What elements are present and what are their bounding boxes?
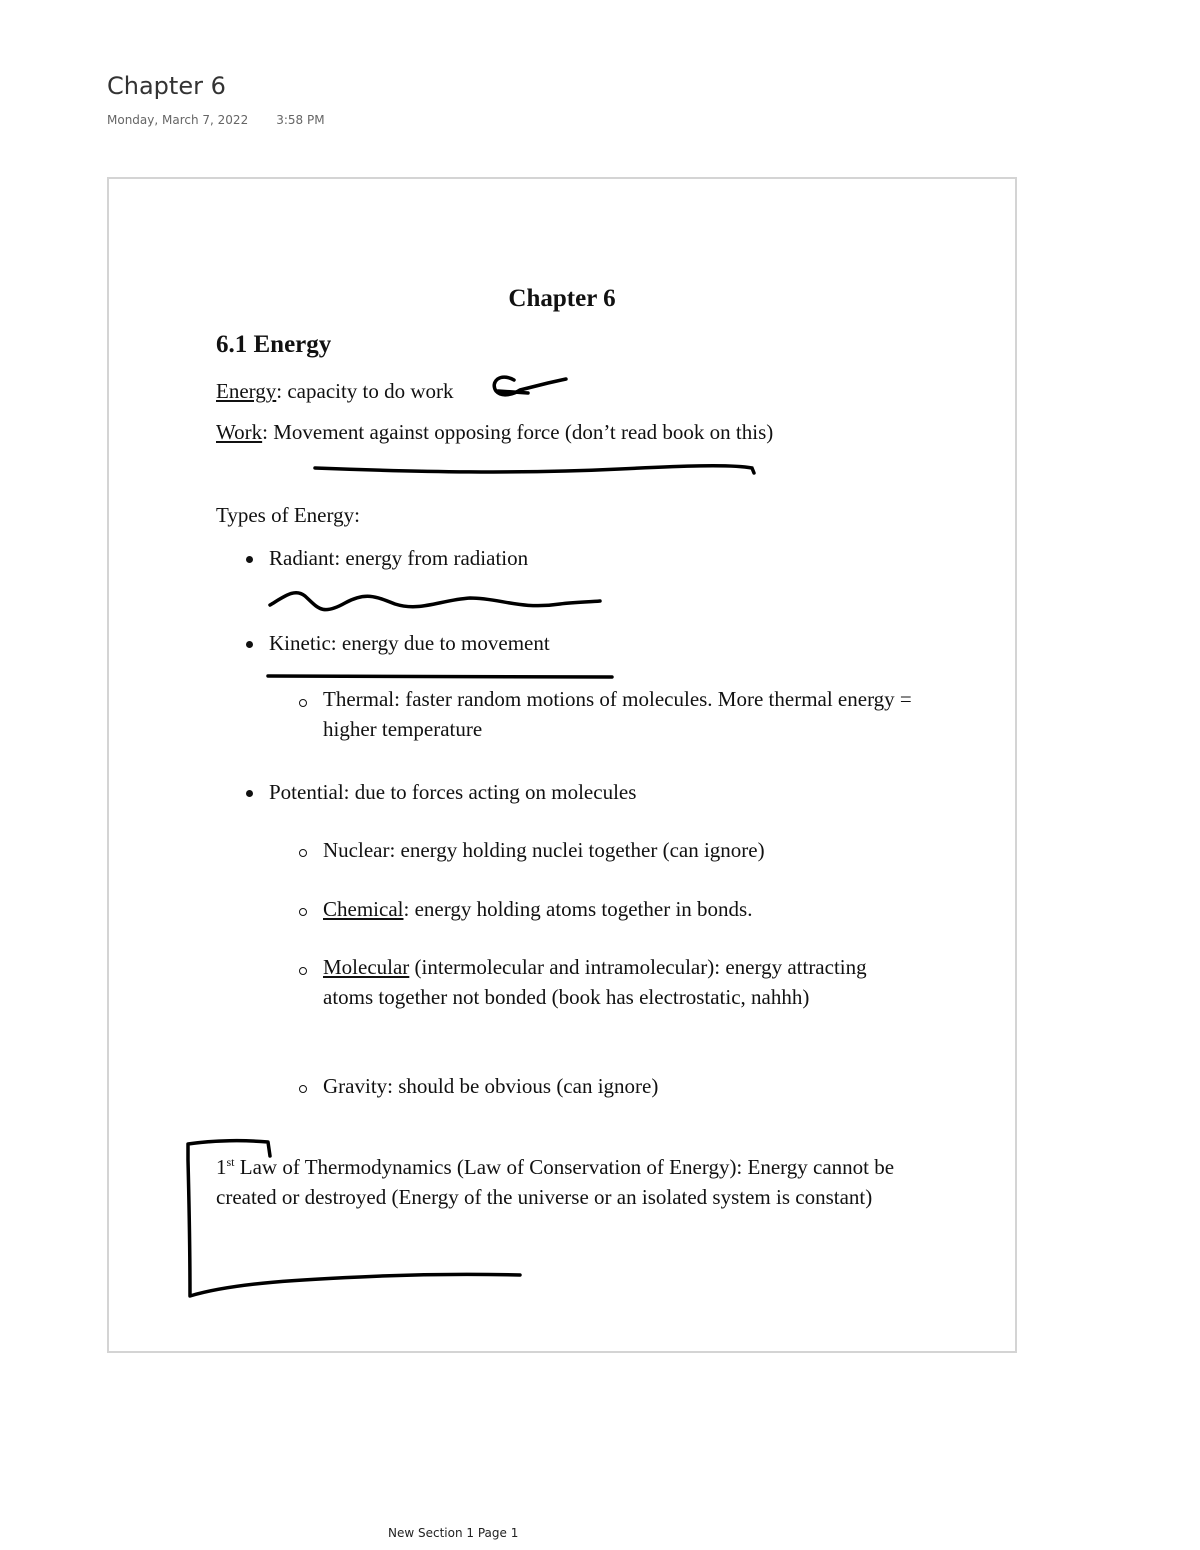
- potential-item: Potential: due to forces acting on molecules: [269, 780, 637, 804]
- bullet-gravity: [299, 1085, 307, 1093]
- thermal-item: Thermal: faster random motions of molecules. More thermal energy = higher temperature: [323, 687, 912, 741]
- nuclear-item: Nuclear: energy holding nuclei together (can ignore): [323, 838, 765, 862]
- energy-definition: [216, 379, 454, 404]
- chemical-def: : energy holding atoms together in bonds.: [403, 897, 753, 921]
- molecular-term: Molecular: [323, 955, 410, 979]
- page-date: Monday, March 7, 2022: [107, 113, 249, 127]
- law-ordinal: st: [226, 1155, 235, 1169]
- page-footer: New Section 1 Page 1: [388, 1526, 519, 1540]
- bullet-molecular: [299, 967, 307, 975]
- doc-heading: Chapter 6: [508, 285, 616, 312]
- energy-def: : capacity to do work: [276, 379, 454, 403]
- molecular-item: [323, 952, 913, 1012]
- law-text: Law of Thermodynamics (Law of Conservation of Energy): Energy cannot be created or destroyed (Energy of the universe or an isolated system is constant): [216, 1155, 895, 1209]
- doc-section-heading: 6.1 Energy: [216, 331, 332, 358]
- printout-document: [109, 179, 1015, 1351]
- chemical-term: Chemical: [323, 897, 404, 921]
- page-time: 3:58 PM: [276, 113, 325, 127]
- chemical-item: [323, 897, 752, 922]
- bullet-radiant: [246, 556, 253, 563]
- law-number: 1: [216, 1155, 227, 1179]
- page-timestamp: [107, 113, 325, 127]
- bullet-chemical: [299, 908, 307, 916]
- gravity-item: Gravity: should be obvious (can ignore): [323, 1074, 659, 1098]
- printout-image: [107, 177, 1017, 1353]
- kinetic-item: Kinetic: energy due to movement: [269, 631, 550, 655]
- work-term: Work: [216, 420, 263, 444]
- first-law: [216, 1152, 906, 1212]
- work-def: : Movement against opposing force (don’t read book on this): [262, 420, 774, 444]
- bullet-thermal: [299, 699, 307, 707]
- work-definition: [216, 420, 773, 445]
- radiant-item: Radiant: energy from radiation: [269, 546, 529, 570]
- bullet-potential: [246, 790, 253, 797]
- energy-term: Energy: [216, 379, 277, 403]
- bullet-nuclear: [299, 849, 307, 857]
- bullet-kinetic: [246, 641, 253, 648]
- page-title: Chapter 6: [107, 72, 226, 100]
- types-label: Types of Energy:: [216, 503, 360, 527]
- molecular-def: (intermolecular and intramolecular): energy attracting atoms together not bonded (book has electrostatic, nahhh): [323, 955, 867, 1009]
